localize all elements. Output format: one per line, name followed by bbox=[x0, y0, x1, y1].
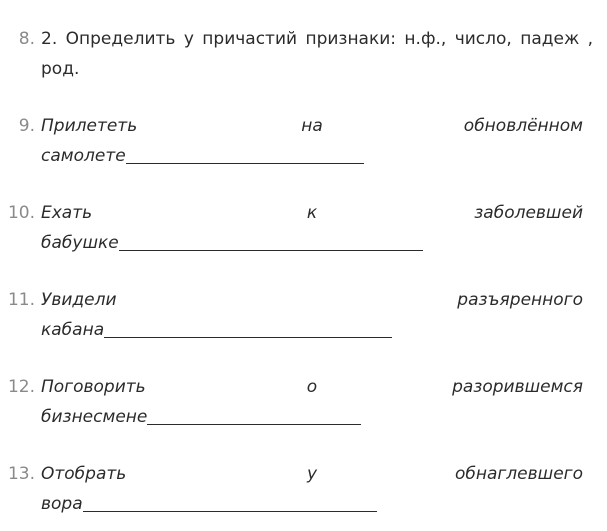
noun: бабушке bbox=[41, 233, 119, 253]
noun-line bbox=[41, 232, 423, 254]
item-number: 13. bbox=[7, 464, 35, 484]
noun: кабана bbox=[41, 320, 105, 340]
answer-blank[interactable] bbox=[83, 493, 377, 512]
preposition: к bbox=[306, 203, 318, 223]
participle: заболевшей bbox=[474, 203, 583, 223]
noun-line bbox=[41, 145, 364, 167]
phrase-line bbox=[41, 202, 583, 224]
participle: разорившемся bbox=[452, 377, 583, 397]
preposition: у bbox=[306, 464, 318, 484]
phrase-line bbox=[41, 289, 583, 311]
verb: Отобрать bbox=[41, 464, 127, 484]
verb: Поговорить bbox=[41, 377, 146, 397]
phrase-line bbox=[41, 463, 583, 485]
item-number: 9. bbox=[18, 116, 35, 136]
noun-line bbox=[41, 319, 392, 341]
intro-line-1: 2. Определить у причастий признаки: н.ф., число, падеж , bbox=[41, 29, 594, 49]
verb: Ехать bbox=[41, 203, 93, 223]
participle: разъяренного bbox=[457, 290, 583, 310]
verb: Увидели bbox=[41, 290, 117, 310]
item-number: 11. bbox=[7, 290, 35, 310]
participle: обновлённом bbox=[463, 116, 583, 136]
intro-line-2: род. bbox=[41, 59, 80, 79]
answer-blank[interactable] bbox=[119, 232, 423, 251]
item-number: 8. bbox=[18, 29, 35, 49]
noun: бизнесмене bbox=[41, 407, 148, 427]
preposition: на bbox=[301, 116, 323, 136]
noun: самолете bbox=[41, 146, 126, 166]
answer-blank[interactable] bbox=[104, 319, 392, 338]
preposition: о bbox=[306, 377, 318, 397]
item-number: 10. bbox=[7, 203, 35, 223]
noun-line bbox=[41, 493, 377, 515]
answer-blank[interactable] bbox=[147, 406, 361, 425]
phrase-line bbox=[41, 376, 583, 398]
item-number: 12. bbox=[7, 377, 35, 397]
noun-line bbox=[41, 406, 361, 428]
intro-text bbox=[41, 28, 594, 80]
answer-blank[interactable] bbox=[126, 145, 364, 164]
phrase-line bbox=[41, 115, 583, 137]
verb: Прилететь bbox=[41, 116, 138, 136]
noun: вора bbox=[41, 494, 83, 514]
participle: обнаглевшего bbox=[454, 464, 583, 484]
